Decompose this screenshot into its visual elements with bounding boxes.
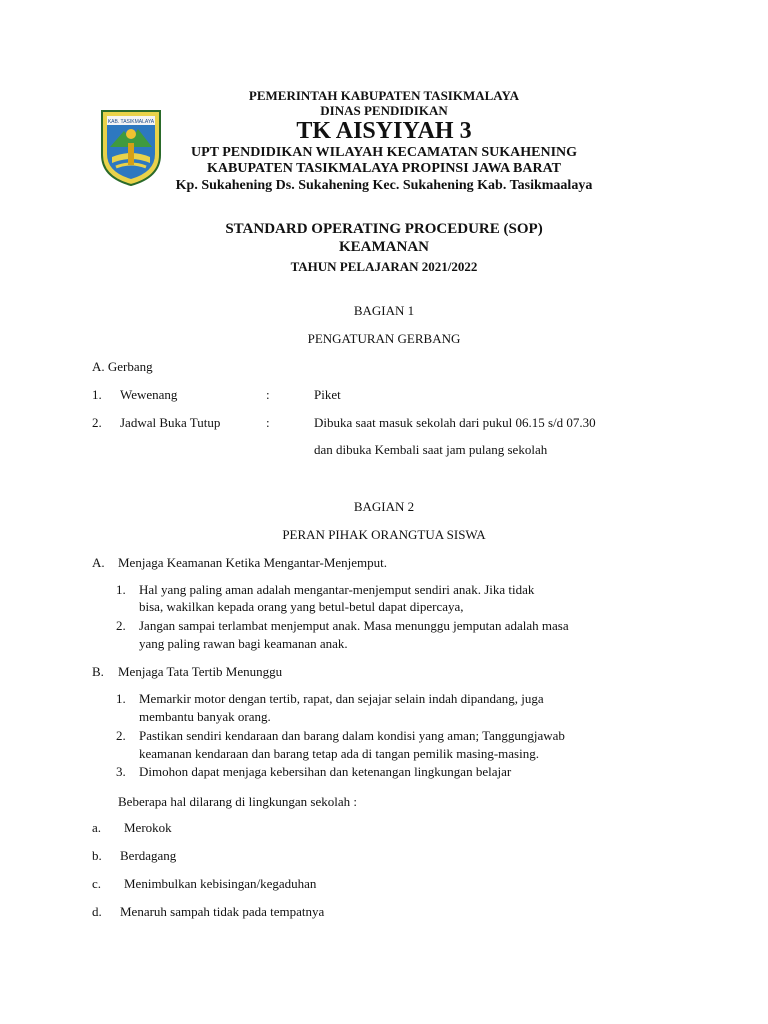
prohibited-letter: c. xyxy=(92,876,102,891)
district-crest-logo xyxy=(98,107,164,187)
list-item-text: membantu banyak orang. xyxy=(139,709,271,724)
list-item-text: Dimohon dapat menjaga kebersihan dan ketenangan lingkungan belajar xyxy=(139,764,512,779)
list-number: 2. xyxy=(116,728,126,743)
document-title: STANDARD OPERATING PROCEDURE (SOP) xyxy=(225,221,543,237)
item-separator: : xyxy=(266,387,270,402)
header-department: DINAS PENDIDIKAN xyxy=(320,103,448,118)
list-item-text: keamanan kendaraan dan barang tetap ada di tangan pemilik masing-masing. xyxy=(139,746,539,761)
item-label: Jadwal Buka Tutup xyxy=(120,415,221,430)
list-item-text: Jangan sampai terlambat menjemput anak. Masa menunggu jemputan adalah masa xyxy=(139,618,569,633)
prohibited-intro: Beberapa hal dilarang di lingkungan sekolah : xyxy=(118,794,357,809)
academic-year: TAHUN PELAJARAN 2021/2022 xyxy=(290,259,478,274)
item-value-continuation: dan dibuka Kembali saat jam pulang sekolah xyxy=(314,442,548,457)
list-item-text: Memarkir motor dengan tertib, rapat, dan sejajar selain indah dipandang, juga xyxy=(139,691,544,706)
list-number: 3. xyxy=(116,764,126,779)
section-a-title: Menjaga Keamanan Ketika Mengantar-Menjemput. xyxy=(118,555,388,570)
header-government: PEMERINTAH KABUPATEN TASIKMALAYA xyxy=(248,88,520,103)
document-subtitle: KEAMANAN xyxy=(339,239,429,255)
prohibited-item: Merokok xyxy=(124,820,172,835)
crest-text: KAB. TASIKMALAYA xyxy=(107,119,155,125)
list-item-text: Hal yang paling aman adalah mengantar-menjemput sendiri anak. Jika tidak xyxy=(139,582,535,597)
item-value: Dibuka saat masuk sekolah dari pukul 06.15 s/d 07.30 xyxy=(314,415,596,430)
list-number: 1. xyxy=(116,582,126,597)
prohibited-letter: a. xyxy=(92,820,102,835)
section-letter: A. xyxy=(92,555,105,570)
item-value: Piket xyxy=(314,387,341,402)
section-letter: B. xyxy=(92,664,104,679)
header-upt: UPT PENDIDIKAN WILAYAH KECAMATAN SUKAHENING xyxy=(190,145,578,160)
list-item-text: bisa, wakilkan kepada orang yang betul-betul dapat dipercaya, xyxy=(139,599,464,614)
list-number: 2. xyxy=(116,618,126,633)
item-label: Wewenang xyxy=(120,387,178,402)
list-item-text: Pastikan sendiri kendaraan dan barang dalam kondisi yang aman; Tanggungjawab xyxy=(139,728,565,743)
prohibited-letter: b. xyxy=(92,848,102,863)
list-number: 1. xyxy=(116,691,126,706)
section-a-gerbang: A. Gerbang xyxy=(92,359,153,374)
prohibited-letter: d. xyxy=(92,904,102,919)
prohibited-item: Menimbulkan kebisingan/kegaduhan xyxy=(124,876,317,891)
header-address: Kp. Sukahening Ds. Sukahening Kec. Sukahening Kab. Tasikmaalaya xyxy=(175,178,593,193)
section-heading-1: BAGIAN 1 xyxy=(353,303,415,318)
section-heading-2: BAGIAN 2 xyxy=(353,499,415,514)
prohibited-item: Berdagang xyxy=(120,848,177,863)
prohibited-item: Menaruh sampah tidak pada tempatnya xyxy=(120,904,325,919)
section-subheading-1: PENGATURAN GERBANG xyxy=(307,331,461,346)
item-separator: : xyxy=(266,415,270,430)
item-number: 2. xyxy=(92,415,102,430)
header-regency: KABUPATEN TASIKMALAYA PROPINSI JAWA BARAT xyxy=(207,161,561,176)
list-item-text: yang paling rawan bagi keamanan anak. xyxy=(139,636,348,651)
section-b-title: Menjaga Tata Tertib Menunggu xyxy=(118,664,283,679)
school-name: TK AISYIYAH 3 xyxy=(296,118,472,144)
section-subheading-2: PERAN PIHAK ORANGTUA SISWA xyxy=(282,527,486,542)
item-number: 1. xyxy=(92,387,102,402)
